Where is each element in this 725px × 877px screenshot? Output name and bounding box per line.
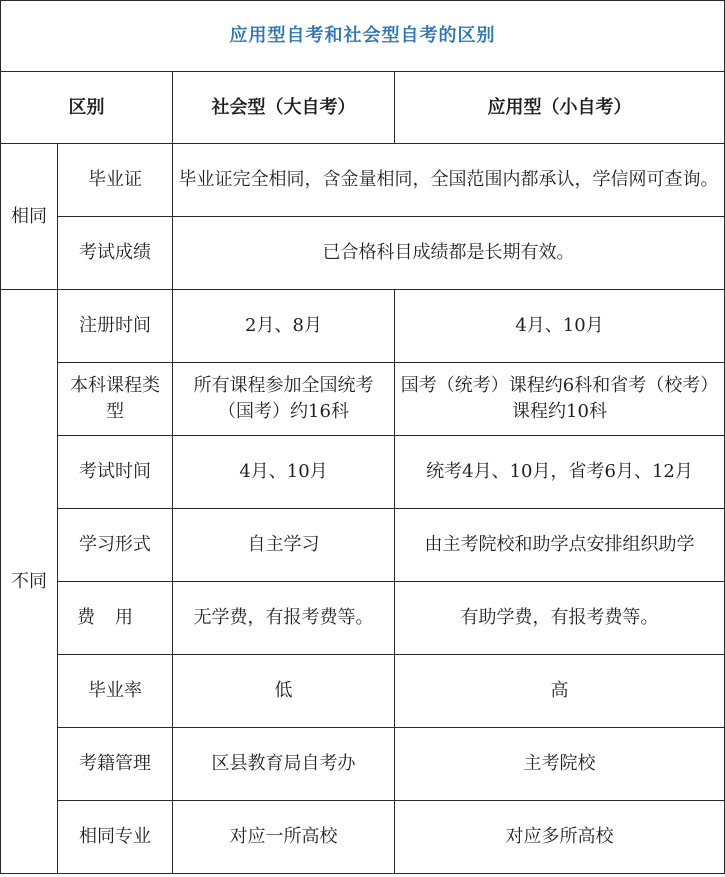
- table-row: [1, 582, 725, 655]
- header-row: [1, 72, 725, 144]
- cell-applied: 高: [395, 655, 725, 728]
- cell-social: 区县教育局自考办: [173, 728, 395, 801]
- row-label: 费用: [58, 582, 173, 655]
- cell-applied: 有助学费，有报考费等。: [395, 582, 725, 655]
- row-label: 本科课程类型: [58, 363, 173, 436]
- table-row: [1, 436, 725, 509]
- header-diff: 区别: [1, 72, 173, 144]
- row-value: 毕业证完全相同，含金量相同，全国范围内都承认，学信网可查询。: [173, 144, 725, 217]
- cell-social: 低: [173, 655, 395, 728]
- cell-social: 4月、10月: [173, 436, 395, 509]
- row-label: 毕业证: [58, 144, 173, 217]
- table-row: [1, 217, 725, 290]
- cell-applied: 由主考院校和助学点安排组织助学: [395, 509, 725, 582]
- header-applied: 应用型（小自考）: [395, 72, 725, 144]
- row-label: 注册时间: [58, 290, 173, 363]
- table-row: [1, 509, 725, 582]
- row-label: 毕业率: [58, 655, 173, 728]
- cell-applied: 统考4月、10月，省考6月、12月: [395, 436, 725, 509]
- cell-social: 对应一所高校: [173, 801, 395, 874]
- table-row: [1, 363, 725, 436]
- row-label: 考籍管理: [58, 728, 173, 801]
- table-row: [1, 290, 725, 363]
- row-label: 学习形式: [58, 509, 173, 582]
- group-same: 相同: [1, 144, 58, 290]
- table-row: [1, 655, 725, 728]
- row-label: 考试时间: [58, 436, 173, 509]
- cell-applied: 主考院校: [395, 728, 725, 801]
- group-different: 不同: [1, 290, 58, 874]
- row-label: 相同专业: [58, 801, 173, 874]
- row-value: 已合格科目成绩都是长期有效。: [173, 217, 725, 290]
- cell-social: 所有课程参加全国统考（国考）约16科: [173, 363, 395, 436]
- table-row: [1, 801, 725, 874]
- row-label: 考试成绩: [58, 217, 173, 290]
- cell-applied: 4月、10月: [395, 290, 725, 363]
- page-title: 应用型自考和社会型自考的区别: [1, 1, 725, 72]
- cell-social: 自主学习: [173, 509, 395, 582]
- cell-social: 无学费，有报考费等。: [173, 582, 395, 655]
- table-row: [1, 728, 725, 801]
- table-row: [1, 144, 725, 217]
- cell-applied: 国考（统考）课程约6科和省考（校考）课程约10科: [395, 363, 725, 436]
- cell-applied: 对应多所高校: [395, 801, 725, 874]
- title-row: [1, 1, 725, 72]
- cell-social: 2月、8月: [173, 290, 395, 363]
- header-social: 社会型（大自考）: [173, 72, 395, 144]
